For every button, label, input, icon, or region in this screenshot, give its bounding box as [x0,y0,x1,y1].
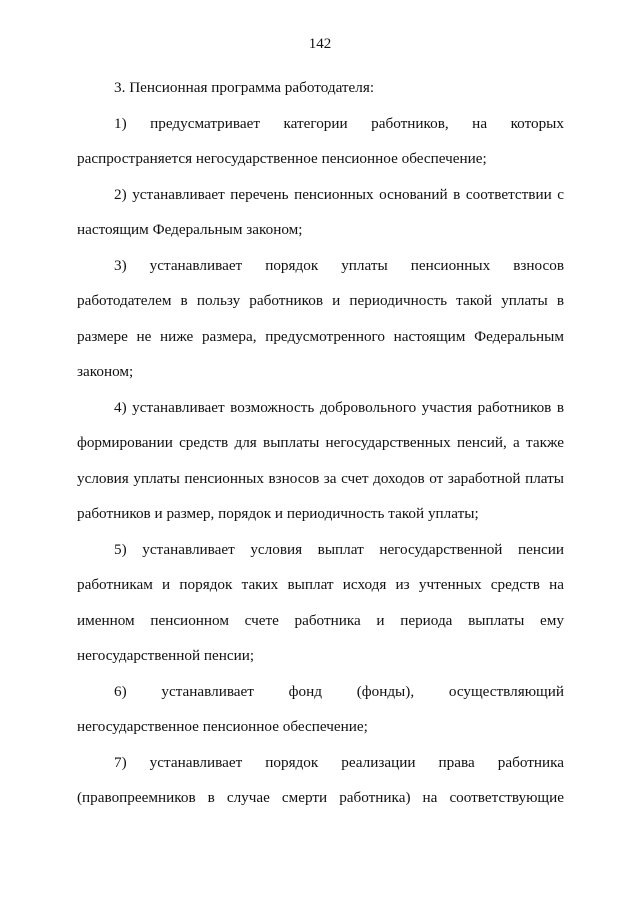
paragraph-subitem-4: 4) устанавливает возможность добровольного участия работников в формировании средств для выплаты негосударственных пенсий, а также условия уплаты пенсионных взносов за счет доходов от заработной платы работников и размер, порядок и периодичность такой уплаты; [77,398,564,522]
paragraph-subitem-7: 7) устанавливает порядок реализации права работника (правопреемников в случае смерти работника) на соответствующие [77,753,564,806]
page-number: 142 [308,36,332,52]
paragraph-subitem-3: 3) устанавливает порядок уплаты пенсионных взносов работодателем в пользу работников и периодичность такой уплаты в размере не ниже размера, предусмотренного настоящим Федеральным законом; [77,256,564,380]
paragraph-subitem-1: 1) предусматривает категории работников, на которых распространяется негосударственное пенсионное обеспечение; [77,114,564,167]
paragraph-subitem-5: 5) устанавливает условия выплат негосударственной пенсии работникам и порядок таких выплат исходя из учтенных средств на именном пенсионном счете работника и периода выплаты ему негосударственной пенсии; [77,540,564,664]
paragraph-subitem-6: 6) устанавливает фонд (фонды), осуществляющий негосударственное пенсионное обеспечение; [77,682,564,735]
paragraph-subitem-2: 2) устанавливает перечень пенсионных оснований в соответствии с настоящим Федеральным законом; [77,185,564,238]
paragraph-heading-item-3: 3. Пенсионная программа работодателя: [114,79,375,96]
document-body [77,70,564,816]
